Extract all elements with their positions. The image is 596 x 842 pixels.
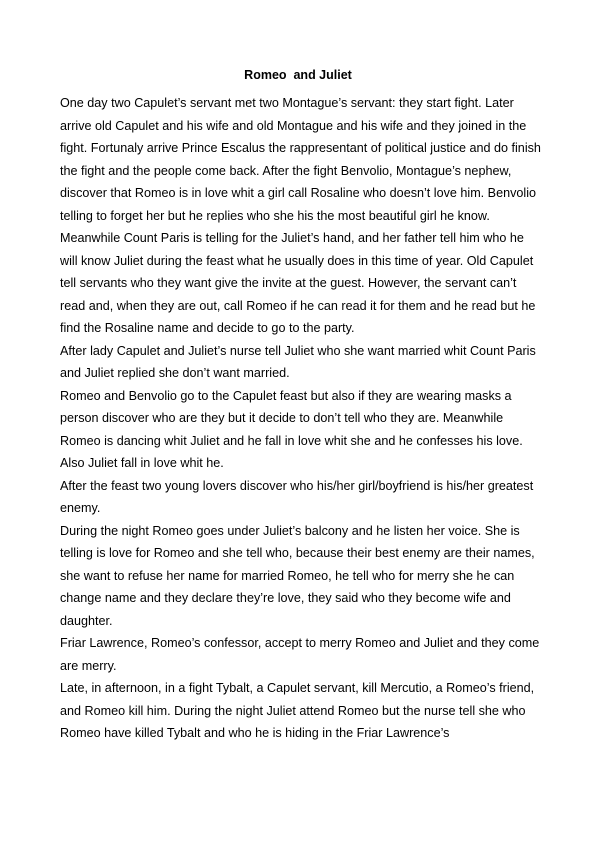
paragraph: Friar Lawrence, Romeo’s confessor, accept to merry Romeo and Juliet and they come are merry.	[60, 636, 540, 673]
paragraph: During the night Romeo goes under Juliet’s balcony and he listen her voice. She is telling is love for Romeo and she tell who, because their best enemy are their names, she want to refuse her name for married Romeo, he tell who for merry she he can change name and they declare they’re love, they said who they become wife and daughter.	[60, 523, 535, 628]
document-body	[60, 92, 542, 745]
paragraph: Meanwhile Count Paris is telling for the Juliet’s hand, and her father tell him who he will know Juliet during the feast what he usually does in this time of year. Old Capulet tell servants who they want give the invite at the guest. However, the servant can’t read and, when they are out, call Romeo if he can read it for them and he read but he find the Rosaline name and decide to go to the party.	[60, 231, 536, 335]
paragraph: After the feast two young lovers discover who his/her girl/boyfriend is his/her greatest enemy.	[60, 478, 534, 515]
paragraph: After lady Capulet and Juliet’s nurse tell Juliet who she want married whit Count Paris and Juliet replied she don’t want married.	[60, 343, 536, 380]
document-title: Romeo and Juliet	[244, 68, 352, 82]
paragraph: One day two Capulet’s servant met two Montague’s servant: they start fight. Later arrive old Capulet and his wife and old Montague and his wife and they joined in the fight. Fortunaly arrive Prince Escalus the rappresentant of political justice and do finish the fight and the people come back. After the fight Benvolio, Montague’s nephew, discover that Romeo is in love whit a girl call Rosaline who doesn’t love him. Benvolio telling to forget her but he replies who she his the most beautiful girl he know.	[60, 96, 541, 223]
paragraph: Romeo and Benvolio go to the Capulet feast but also if they are wearing masks a person discover who are they but it decide to don’t tell who they are. Meanwhile Romeo is dancing whit Juliet and he fall in love whit she and he confesses his love. Also Juliet fall in love whit he.	[60, 388, 523, 470]
paragraph: Late, in afternoon, in a fight Tybalt, a Capulet servant, kill Mercutio, a Romeo’s friend, and Romeo kill him. During the night Juliet attend Romeo but the nurse tell she who Romeo have killed Tybalt and who he is hiding in the Friar Lawrence’s	[60, 681, 535, 740]
